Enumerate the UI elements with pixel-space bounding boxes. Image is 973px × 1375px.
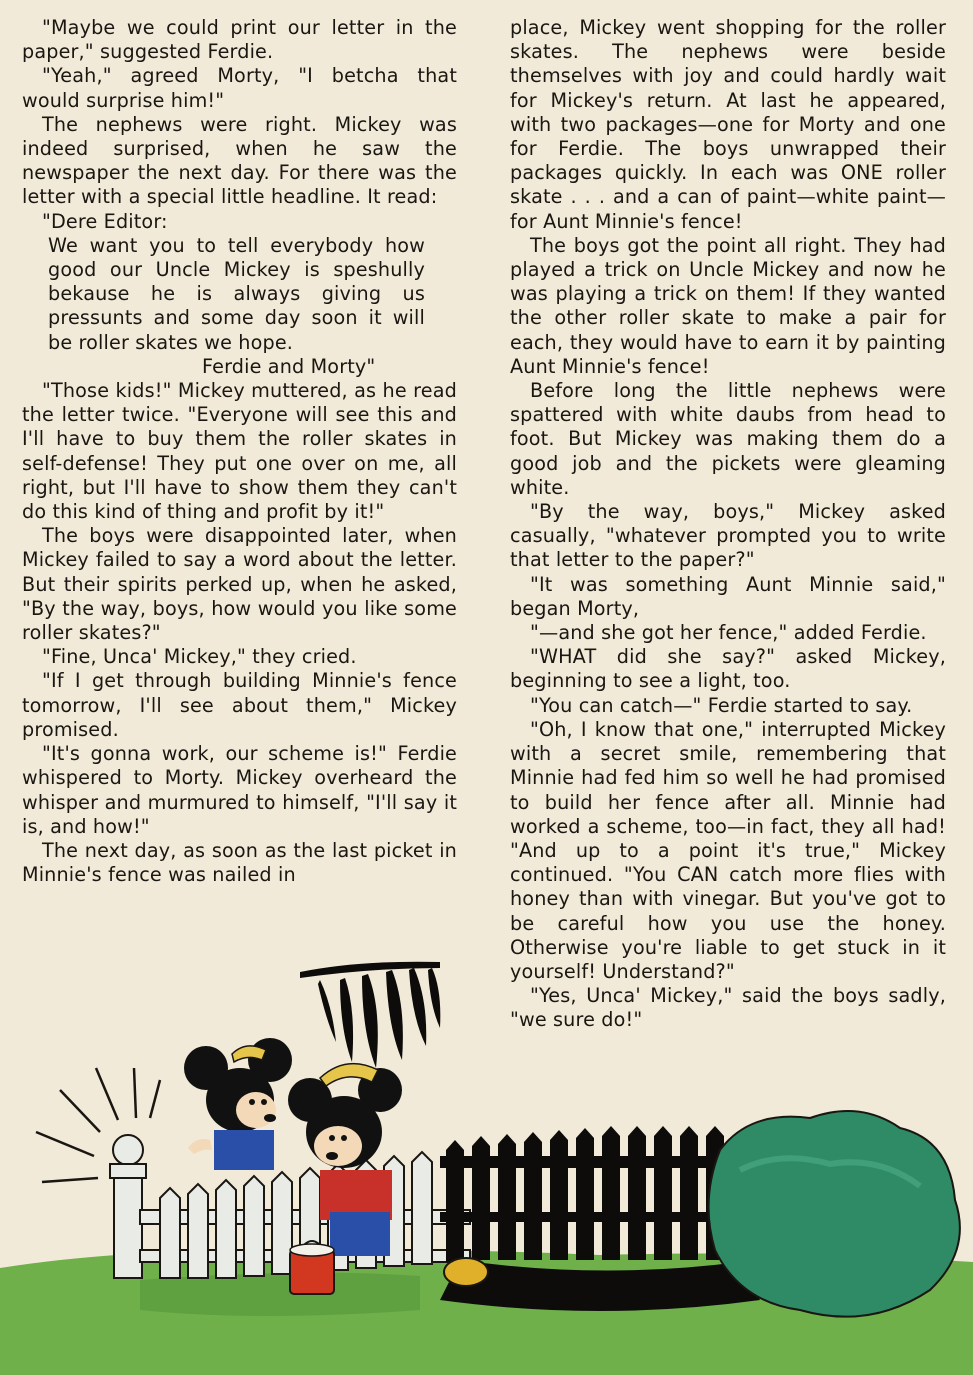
- paragraph: "It's gonna work, our scheme is!" Ferdie whispered to Morty. Mickey overheard the whisper and murmured to himself, "I'll say it is, and how!": [22, 742, 457, 838]
- paragraph: "Those kids!" Mickey muttered, as he read the letter twice. "Everyone will see this and I'll have to buy them the roller skates in self-defense! They put one over on me, all right, but I'll have to show them they can't do this kind of thing and profit by it!": [22, 379, 457, 524]
- paint-can: [290, 1241, 334, 1294]
- letter-body: We want you to tell everybody how good our Uncle Mickey is speshully bekause he is always giving us pressunts and some day soon it will be roller skates we hope.: [48, 233, 425, 354]
- paragraph: "Yes, Unca' Mickey," said the boys sadly, "we sure do!": [510, 984, 946, 1032]
- paragraph: "WHAT did she say?" asked Mickey, beginning to see a light, too.: [510, 645, 946, 693]
- willow-leaves: [300, 962, 440, 1068]
- paragraph: "By the way, boys," Mickey asked casually, "whatever prompted you to write that letter to the paper?": [510, 500, 946, 572]
- illustration: [0, 950, 973, 1375]
- paragraph: The nephews were right. Mickey was indeed surprised, when he saw the newspaper the next day. For there was the letter with a special little headline. It read:: [22, 112, 457, 209]
- paragraph: The boys got the point all right. They had played a trick on Uncle Mickey and now he was playing a trick on them! If they wanted the other roller skate to make a pair for each, they would have to earn it by painting Aunt Minnie's fence!: [510, 233, 946, 378]
- paragraph: "You can catch—" Ferdie started to say.: [530, 693, 913, 717]
- paragraph: "Oh, I know that one," interrupted Mickey with a secret smile, remembering that Minnie had fed him so well he had promised to build her fence after all. Minnie had worked a scheme, too—in fact, they all had! "And up to a point it's true," Mickey continued. "You CAN catch more flies with honey than with vinegar. But you've got to be careful how you use the honey. Otherwise you're liable to get stuck in it yourself! Understand?": [510, 717, 946, 983]
- paragraph: "It was something Aunt Minnie said," began Morty,: [510, 572, 946, 620]
- paragraph: "—and she got her fence," added Ferdie.: [530, 621, 927, 645]
- letter-salutation: "Dere Editor:: [42, 209, 168, 233]
- paragraph: "If I get through building Minnie's fence tomorrow, I'll see about them," Mickey promised.: [22, 669, 457, 741]
- letter-signature: Ferdie and Morty": [202, 354, 376, 378]
- left-text-column: [22, 16, 457, 887]
- paragraph: Before long the little nephews were spattered with white daubs from head to foot. But Mickey was making them do a good job and the pickets were gleaming white.: [510, 379, 946, 499]
- paragraph: The boys were disappointed later, when Mickey failed to say a word about the letter. But their spirits perked up, when he asked, "By the way, boys, how would you like some roller skates?": [22, 524, 457, 645]
- nephew-figure-left: [184, 1038, 292, 1170]
- grass-shadow: [140, 1273, 420, 1316]
- paragraph: "Fine, Unca' Mickey," they cried.: [42, 645, 357, 669]
- paragraph: "Yeah," agreed Morty, "I betcha that would surprise him!": [22, 64, 457, 112]
- paragraph: The next day, as soon as the last picket in Minnie's fence was nailed in: [22, 838, 457, 887]
- bush: [709, 1111, 960, 1317]
- paragraph: place, Mickey went shopping for the roller skates. The nephews were beside themselves with joy and could hardly wait for Mickey's return. At last he appeared, with two packages—one for Morty and one for Ferdie. The boys unwrapped their packages quickly. In each was ONE roller skate . . . and a can of paint—white paint—for Aunt Minnie's fence!: [510, 16, 946, 233]
- paragraph: "Maybe we could print our letter in the paper," suggested Ferdie.: [22, 16, 457, 64]
- right-text-column: [510, 16, 946, 1033]
